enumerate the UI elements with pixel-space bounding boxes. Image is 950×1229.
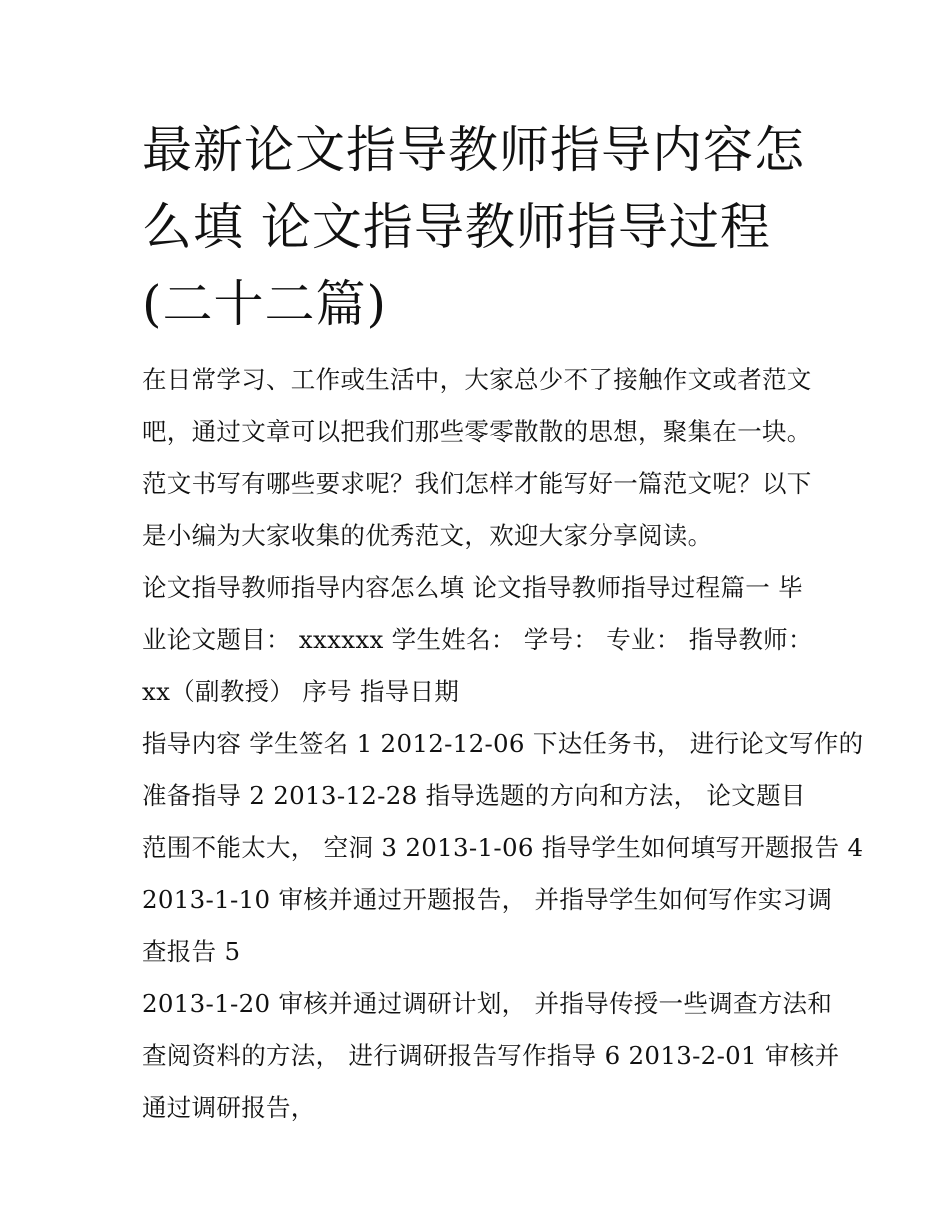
title-line: (二十二篇) (142, 275, 388, 333)
text-line: 业论文题目： xxxxxx 学生姓名： 学号： 专业： 指导教师： (142, 625, 813, 654)
text-line: 2013-1-10 审核并通过开题报告， 并指导学生如何写作实习调 (142, 885, 833, 914)
text-line: 查报告 5 (142, 937, 241, 966)
title-line: 最新论文指导教师指导内容怎 (142, 121, 805, 179)
content-paragraph (142, 978, 840, 1134)
text-line: 是小编为大家收集的优秀范文，欢迎大家分享阅读。 (142, 521, 713, 550)
text-line: 指导内容 学生签名 1 2012-12-06 下达任务书， 进行论文写作的 (142, 729, 864, 758)
title-line: 么填 论文指导教师指导过程 (142, 198, 771, 256)
text-line: 吧，通过文章可以把我们那些零零散散的思想，聚集在一块。 (142, 417, 812, 446)
section-heading-paragraph (142, 562, 822, 718)
text-line: 范围不能太大， 空洞 3 2013-1-06 指导学生如何填写开题报告 4 (142, 833, 864, 862)
content-paragraph (142, 822, 864, 978)
text-line: xx（副教授） 序号 指导日期 (142, 677, 460, 706)
text-line: 2013-1-20 审核并通过调研计划， 并指导传授一些调查方法和 (142, 989, 833, 1018)
text-line: 范文书写有哪些要求呢？我们怎样才能写好一篇范文呢？以下 (142, 469, 812, 498)
document-title (142, 112, 822, 343)
text-line: 论文指导教师指导内容怎么填 论文指导教师指导过程篇一 毕 (142, 573, 803, 602)
text-line: 准备指导 2 2013-12-28 指导选题的方向和方法， 论文题目 (142, 781, 806, 810)
document-body (142, 354, 864, 1134)
content-paragraph (142, 718, 864, 822)
text-line: 通过调研报告， (142, 1093, 316, 1122)
text-line: 在日常学习、工作或生活中，大家总少不了接触作文或者范文 (142, 365, 812, 394)
text-line: 查阅资料的方法， 进行调研报告写作指导 6 2013-2-01 审核并 (142, 1041, 840, 1070)
intro-paragraph (142, 354, 822, 562)
